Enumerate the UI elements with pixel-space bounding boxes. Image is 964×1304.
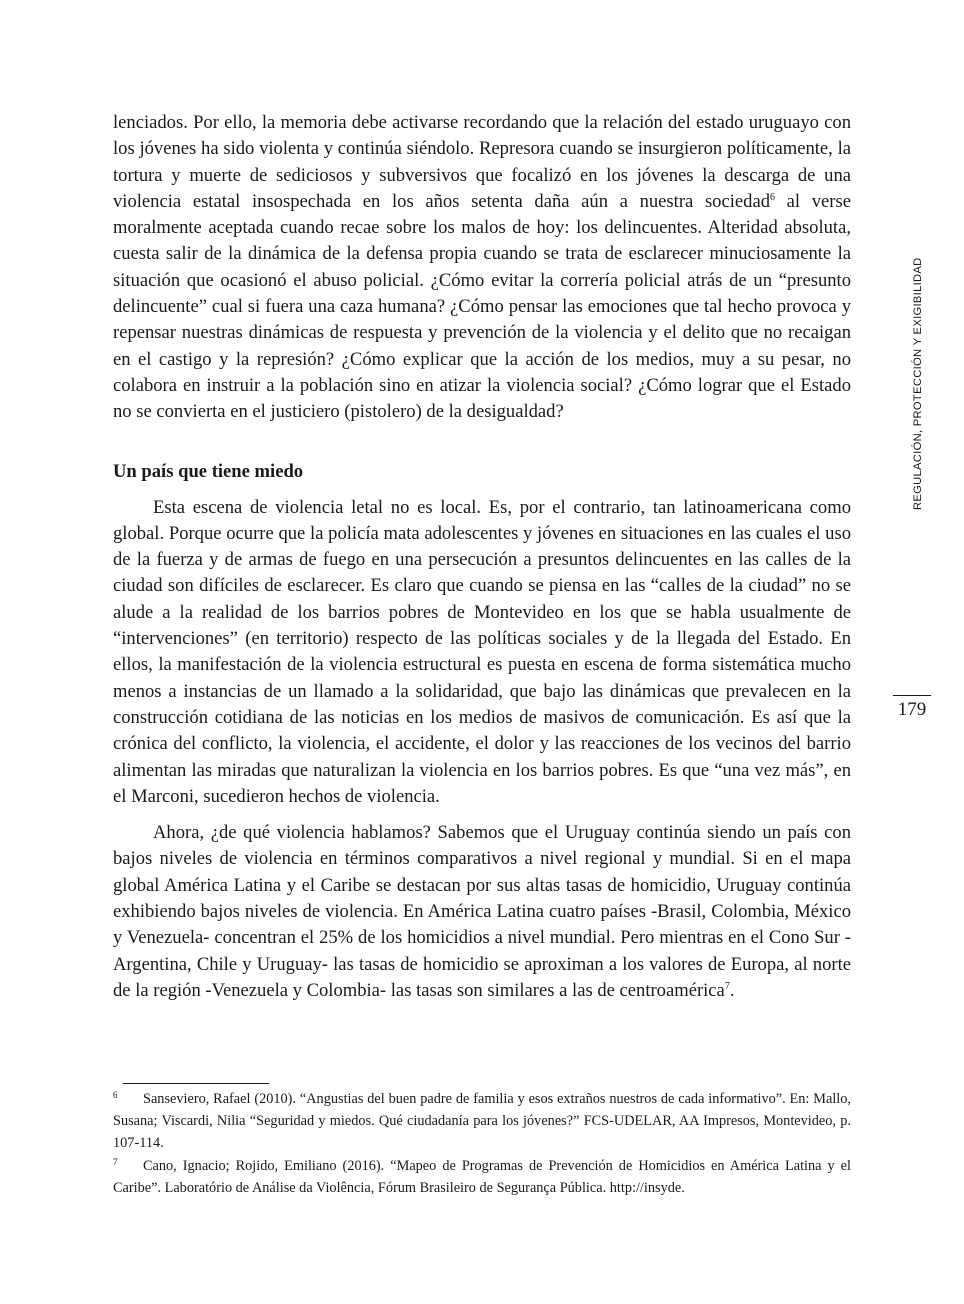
footnote-text: Cano, Ignacio; Rojido, Emiliano (2016). “Mapeo de Programas de Prevención de Homicidios en América Latina y el Caribe”. Laboratório de Análise da Violência, Fórum Brasileiro de Segurança Pública. http://insyde. (113, 1157, 851, 1196)
paragraph-text: al verse moralmente aceptada cuando recae sobre los malos de hoy: los delincuentes. Alteridad absoluta, cuesta salir de la dinámica de la defensa propia cuando se trata de esclarecer minuciosamente la situación que ocasionó el abuso policial. ¿Cómo evitar la correría policial atrás de un “presunto delincuente” cual si fuera una caza humana? ¿Cómo pensar las emociones que tal hecho provoca y repensar nuestras dinámicas de respuesta y prevención de la violencia y el delito que no recaigan en el castigo y la represión? ¿Cómo explicar que la acción de los medios, muy a su pesar, no colabora en instruir a la población sino en atizar la violencia social? ¿Cómo lograr que el Estado no se convierta en el justiciero (pistolero) de la desigualdad? (113, 190, 851, 423)
paragraph: Esta escena de violencia letal no es local. Es, por el contrario, tan latinoamericana como global. Porque ocurre que la policía mata adolescentes y jóvenes en situaciones en las cuales el uso de la fuerza y de armas de fuego en una persecución a presuntos delincuentes en las calles de la ciudad son difíciles de esclarecer. Es claro que cuando se piensa en las “calles de la ciudad” no se alude a la realidad de los barrios pobres de Montevideo en los que se habla usualmente de “intervenciones” (en territorio) respecto de las políticas sociales y de la llegada del Estado. En ellos, la manifestación de la violencia estructural es puesta en escena de forma sistemática mucho menos a instancias de un llamado a la solidaridad, que bajo las dinámicas que prevalecen en la construcción cotidiana de las noticias en los medios de masivos de comunicación. Es así que la crónica del conflicto, la violencia, el accidente, el dolor y las reacciones de los vecinos del barrio alimentan las miradas que naturalizan la violencia en los barrios pobres. Es que “una vez más”, en el Marconi, sucedieron hechos de violencia. (113, 496, 851, 807)
running-head: REGULACIÓN, PROTECCIÓN Y EXIGIBILIDAD (912, 257, 924, 510)
footnote-ref-6[interactable]: 6 (770, 191, 775, 203)
footnote-7 (113, 1155, 851, 1199)
footnote-number: 6 (113, 1090, 118, 1100)
footnote-ref-7[interactable]: 7 (724, 980, 730, 992)
section-heading: Un país que tiene miedo (113, 460, 304, 482)
main-text-column (113, 110, 851, 1004)
footnote-text: Sanseviero, Rafael (2010). “Angustias del buen padre de familia y esos extraños nuestros de cada informativo”. En: Mallo, Susana; Viscardi, Nilia “Seguridad y miedos. Qué ciudadanía para los jóvenes?” FCS-UDELAR, AA Impresos, Montevideo, p. 107-114. (113, 1091, 851, 1152)
footnote-number: 7 (113, 1156, 118, 1167)
paragraph-text: . (729, 979, 735, 1001)
paragraph-continuation (113, 110, 851, 426)
page-number: 179 (897, 699, 927, 720)
footnote-6 (113, 1088, 851, 1155)
paragraph-text: lenciados. Por ello, la memoria debe activarse recordando que la relación del estado uruguayo con los jóvenes ha sido violenta y continúa siéndolo. Represora cuando se insurgieron políticamente, la tortura y muerte de sediciosos y subversivos que focalizó en los jóvenes la descarga de una violencia estatal insospechada en los años setenta daña aún a nuestra sociedad (113, 112, 851, 212)
paragraph (113, 820, 851, 1004)
paragraph-text: Ahora, ¿de qué violencia hablamos? Sabemos que el Uruguay continúa siendo un país con bajos niveles de violencia en términos comparativos a nivel regional y mundial. Si en el mapa global América Latina y el Caribe se destacan por sus altas tasas de homicidio, Uruguay continúa exhibiendo bajos niveles de violencia. En América Latina cuatro países -Brasil, Colombia, México y Venezuela- concentran el 25% de los homicidios a nivel mundial. Pero mientras en el Cono Sur -Argentina, Chile y Uruguay- las tasas de homicidio se aproximan a los valores de Europa, al norte de la región -Venezuela y Colombia- las tasas son similares a las de centroamérica (113, 822, 851, 1001)
page-number-rule (893, 695, 931, 696)
footnotes (113, 1088, 851, 1199)
footnote-separator (123, 1083, 269, 1084)
